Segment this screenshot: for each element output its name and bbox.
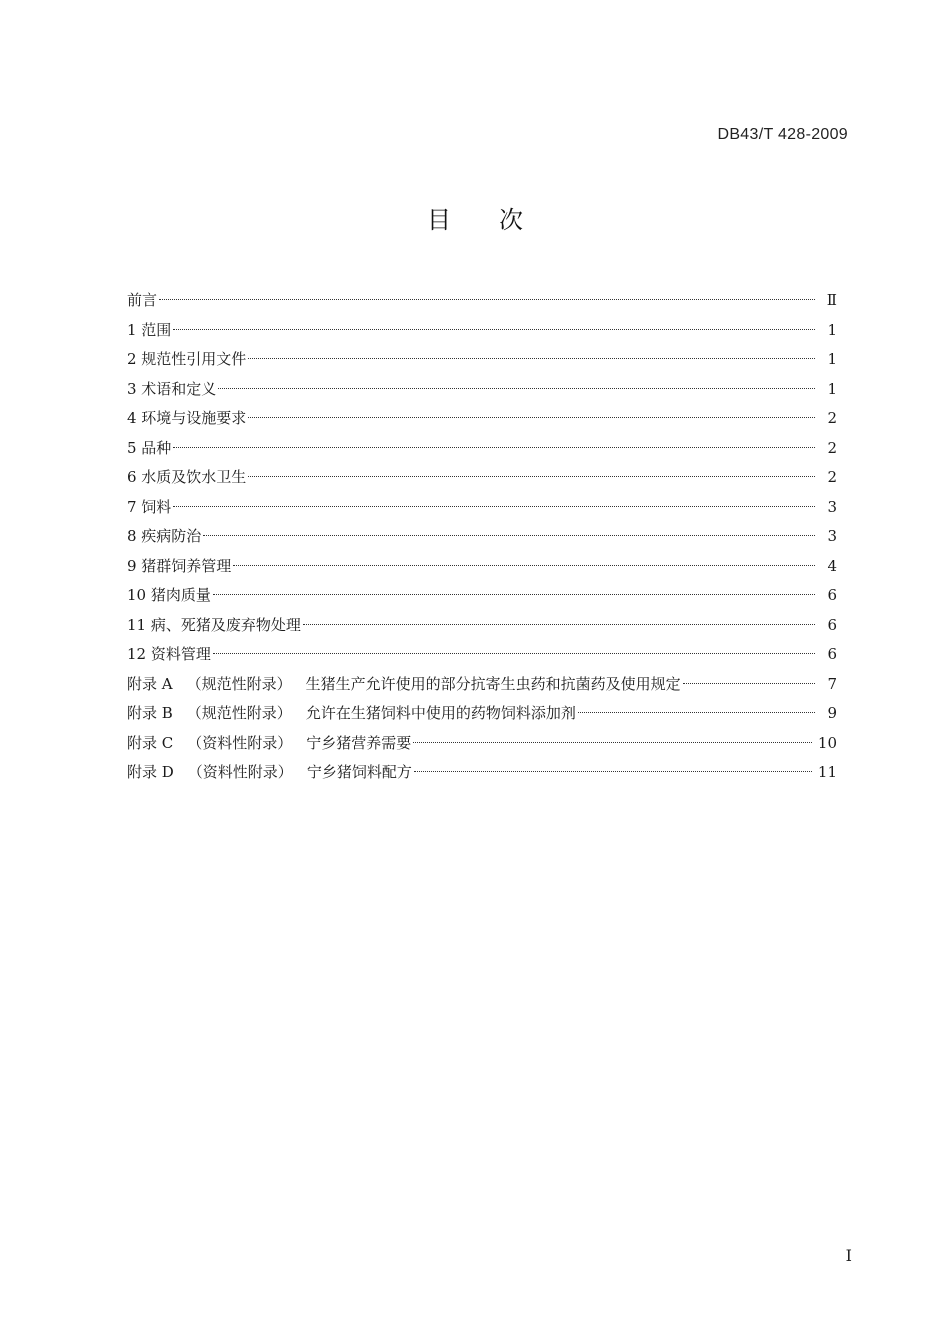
toc-entry-pork-quality[interactable] <box>127 581 837 611</box>
toc-entry-page: Ⅱ <box>826 291 837 309</box>
toc-leader <box>173 506 815 507</box>
toc-entry-foreword[interactable] <box>127 286 837 316</box>
toc-entry-herd-management[interactable] <box>127 552 837 582</box>
toc-entry-appendix-d[interactable] <box>127 758 837 788</box>
toc-entry-water-quality[interactable] <box>127 463 837 493</box>
toc-leader <box>159 299 815 300</box>
toc-entry-disease-prevention[interactable] <box>127 522 837 552</box>
appendix-name: 附录 B <box>127 704 173 722</box>
toc-entry-page: 3 <box>827 527 837 545</box>
toc-entry-label: 5 品种 <box>127 438 172 457</box>
appendix-title: 宁乡猪饲料配方 <box>306 763 412 781</box>
toc-entry-appendix-b[interactable] <box>127 699 837 729</box>
toc-entry-label: 10 猪肉质量 <box>127 586 211 604</box>
appendix-kind: （资料性附录） <box>187 733 293 752</box>
toc-entry-breeds[interactable] <box>127 434 837 464</box>
standard-code: DB43/T 428-2009 <box>717 126 848 143</box>
toc-entry-label: 4 环境与设施要求 <box>127 409 247 427</box>
toc-entry-page: 1 <box>827 320 837 339</box>
appendix-name: 附录 D <box>127 763 174 781</box>
toc-leader <box>173 329 815 330</box>
table-of-contents <box>127 286 837 788</box>
toc-entry-label: 1 范围 <box>127 320 172 339</box>
toc-entry-label: 3 术语和定义 <box>127 379 217 398</box>
toc-entry-normative-references[interactable] <box>127 345 837 375</box>
toc-entry-scope[interactable] <box>127 316 837 346</box>
toc-leader <box>218 388 815 389</box>
toc-leader <box>413 742 812 743</box>
appendix-title: 允许在生猪饲料中使用的药物饲料添加剂 <box>305 704 576 722</box>
toc-entry-label: 9 猪群饲养管理 <box>127 556 232 575</box>
toc-entry-waste-disposal[interactable] <box>127 611 837 641</box>
toc-entry-page: 6 <box>827 586 837 604</box>
toc-entry-terms-definitions[interactable] <box>127 375 837 405</box>
page-number: I <box>845 1246 852 1265</box>
toc-entry-page: 1 <box>827 379 837 398</box>
appendix-name: 附录 C <box>127 733 174 752</box>
toc-leader <box>303 624 815 625</box>
toc-entry-page: 11 <box>817 763 837 781</box>
toc-leader <box>203 535 815 536</box>
toc-entry-label: 12 资料管理 <box>127 645 211 663</box>
toc-leader <box>248 417 815 418</box>
appendix-kind: （资料性附录） <box>187 763 293 781</box>
toc-entry-page: 2 <box>827 409 837 427</box>
toc-leader <box>578 712 815 713</box>
page-title: 目次 <box>427 206 571 234</box>
toc-entry-page: 6 <box>827 615 837 634</box>
toc-entry-page: 7 <box>827 674 837 693</box>
toc-leader <box>683 683 815 684</box>
appendix-name: 附录 A <box>127 674 173 693</box>
toc-entry-page: 3 <box>827 497 837 516</box>
toc-entry-page: 1 <box>827 350 837 368</box>
toc-entry-environment-facilities[interactable] <box>127 404 837 434</box>
toc-entry-feed[interactable] <box>127 493 837 523</box>
toc-entry-records-management[interactable] <box>127 640 837 670</box>
toc-entry-page: 10 <box>817 733 837 752</box>
toc-leader <box>233 565 815 566</box>
toc-leader <box>414 771 812 772</box>
toc-entry-label: 11 病、死猪及废弃物处理 <box>127 615 301 634</box>
toc-leader <box>173 447 815 448</box>
appendix-kind: （规范性附录） <box>186 674 292 693</box>
toc-entry-page: 2 <box>827 468 837 486</box>
toc-entry-label: 7 饲料 <box>127 497 172 516</box>
toc-leader <box>248 476 815 477</box>
toc-entry-label: 6 水质及饮水卫生 <box>127 468 247 486</box>
toc-entry-label: 8 疾病防治 <box>127 527 202 545</box>
toc-entry-label: 前言 <box>127 291 158 309</box>
toc-leader <box>248 358 815 359</box>
toc-entry-page: 2 <box>827 438 837 457</box>
toc-entry-label: 2 规范性引用文件 <box>127 350 247 368</box>
toc-entry-page: 4 <box>827 556 837 575</box>
appendix-title: 宁乡猪营养需要 <box>306 733 412 752</box>
toc-leader <box>213 653 815 654</box>
appendix-title: 生猪生产允许使用的部分抗寄生虫药和抗菌药及使用规定 <box>305 674 681 693</box>
appendix-kind: （规范性附录） <box>186 704 292 722</box>
toc-entry-appendix-c[interactable] <box>127 729 837 759</box>
toc-leader <box>213 594 815 595</box>
toc-entry-appendix-a[interactable] <box>127 670 837 700</box>
toc-entry-page: 6 <box>827 645 837 663</box>
toc-entry-page: 9 <box>827 704 837 722</box>
